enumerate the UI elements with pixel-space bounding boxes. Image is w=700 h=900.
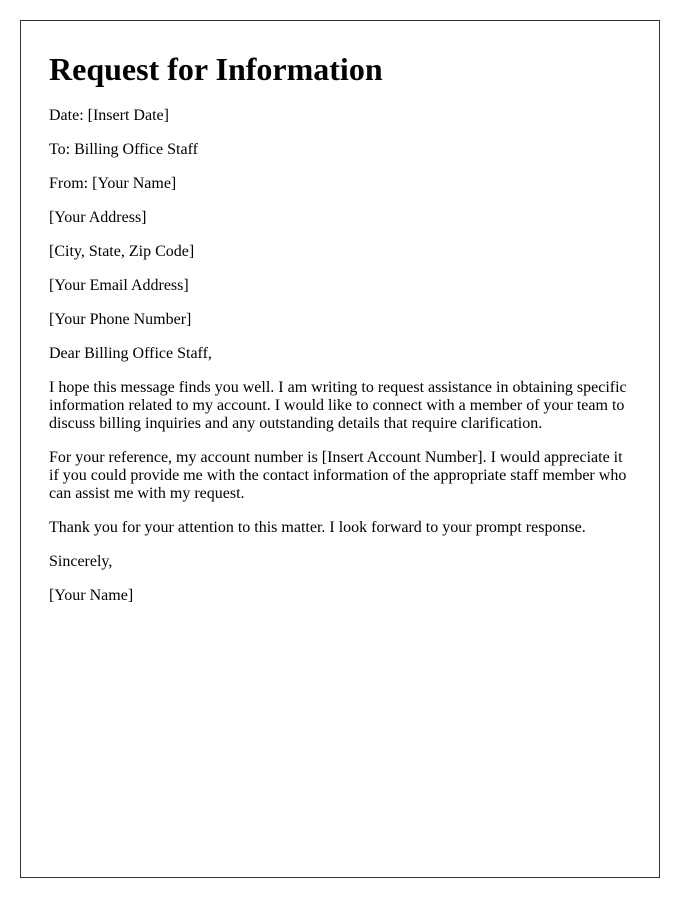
- phone-line: [Your Phone Number]: [49, 311, 192, 328]
- closing: Sincerely,: [49, 553, 113, 570]
- letter-page: [20, 20, 660, 878]
- body-paragraph: For your reference, my account number is [Insert Account Number]. I would appreciate it if you could provide me with the contact information of the appropriate staff member who can assist me with my request.: [49, 449, 627, 502]
- body-paragraph: Thank you for your attention to this matter. I look forward to your prompt response.: [49, 519, 586, 536]
- address-line: [Your Address]: [49, 209, 147, 226]
- from-line: From: [Your Name]: [49, 175, 177, 192]
- to-line: To: Billing Office Staff: [49, 141, 198, 158]
- salutation: Dear Billing Office Staff,: [49, 345, 212, 362]
- email-line: [Your Email Address]: [49, 277, 189, 294]
- date-line: Date: [Insert Date]: [49, 107, 169, 124]
- body-paragraph: I hope this message finds you well. I am writing to request assistance in obtaining specific information related to my account. I would like to connect with a member of your team to discuss billing inquiries and any outstanding details that require clarification.: [49, 379, 627, 432]
- signature: [Your Name]: [49, 587, 134, 604]
- letter-title: Request for Information: [49, 51, 383, 87]
- city-line: [City, State, Zip Code]: [49, 243, 195, 260]
